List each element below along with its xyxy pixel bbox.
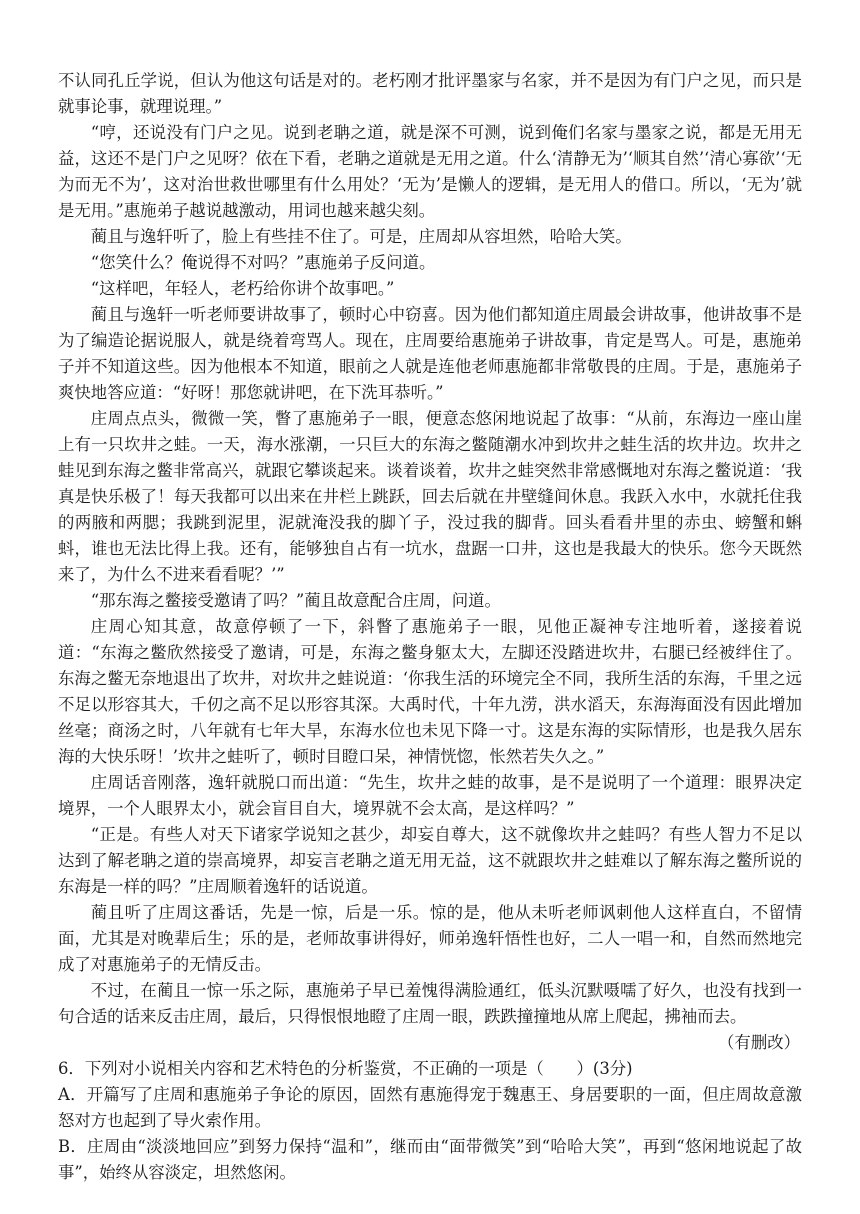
option-b: B．庄周由“淡淡地回应”到努力保持“温和”，继而由“面带微笑”到“哈哈大笑”，再到“悠闲地说起了故事”，始终从容淡定，坦然悠闲。 [58,1137,802,1182]
paragraph: 蔺且与逸轩一听老师要讲故事了，顿时心中窃喜。因为他们都知道庄周最会讲故事，他讲故事不是为了编造论据说服人，就是绕着弯骂人。现在，庄周要给惠施弟子讲故事，肯定是骂人。可是，惠施弟子并不知道这些。因为他根本不知道，眼前之人就是连他老师惠施都非常敬畏的庄周。于是，惠施弟子爽快地答应道：“好呀！那您就讲吧，在下洗耳恭听。” [58,305,802,402]
paragraph: “您笑什么？俺说得不对吗？”惠施弟子反问道。 [90,253,436,272]
source-note: （有删改） [718,1033,800,1052]
paragraph: 蔺且与逸轩听了，脸上有些挂不住了。可是，庄周却从容坦然，哈哈大笑。 [90,227,632,246]
paragraph: 不认同孔丘学说，但认为他这句话是对的。老朽刚才批评墨家与名家，并不是因为有门户之见，而只是就事论事，就理说理。” [58,71,802,116]
paragraph: 庄周点点头，微微一笑，瞥了惠施弟子一眼，便意态悠闲地说起了故事：“从前，东海边一座山崖上有一只坎井之蛙。一天，海水涨潮，一只巨大的东海之鳖随潮水冲到坎井之蛙生活的坎井边。坎井之蛙见到东海之鳖非常高兴，就跟它攀谈起来。谈着谈着，坎井之蛙突然非常感慨地对东海之鳖说道：‘我真是快乐极了！每天我都可以出来在井栏上跳跃，回去后就在井壁缝间休息。我跃入水中，水就托住我的两腋和两腮；我跳到泥里，泥就淹没我的脚丫子，没过我的脚背。回头看看井里的赤虫、螃蟹和蝌蚪，谁也无法比得上我。还有，能够独自占有一坑水，盘踞一口井，这也是我最大的快乐。您今天既然来了，为什么不进来看看呢？’” [58,409,802,584]
story-body [58,68,802,1056]
paragraph: “这样吧，年轻人，老朽给你讲个故事吧。” [90,279,395,298]
question-block [58,1056,802,1186]
paragraph: 蔺且听了庄周这番话，先是一惊，后是一乐。惊的是，他从未听老师讽刺他人这样直白，不留情面，尤其是对晚辈后生；乐的是，老师故事讲得好，师弟逸轩悟性也好，二人一唱一和，自然而然地完成了对惠施弟子的无情反击。 [58,903,802,974]
question-stem: 6．下列对小说相关内容和艺术特色的分析鉴赏，不正确的一项是（ ）(3分) [58,1059,633,1078]
option-a: A．开篇写了庄周和惠施弟子争论的原因，固然有惠施得宠于魏惠王、身居要职的一面，但庄周故意激怒对方也起到了导火索作用。 [58,1085,802,1130]
paragraph: 不过，在蔺且一惊一乐之际，惠施弟子早已羞愧得满脸通红，低头沉默嗫嚅了好久，也没有找到一句合适的话来反击庄周，最后，只得恨恨地瞪了庄周一眼，跌跌撞撞地从席上爬起，拂袖而去。 [58,981,802,1026]
paragraph: 庄周心知其意，故意停顿了一下，斜瞥了惠施弟子一眼，见他正凝神专注地听着，遂接着说道：“东海之鳖欣然接受了邀请，可是，东海之鳖身躯太大，左脚还没踏进坎井，右腿已经被绊住了。东海之鳖无奈地退出了坎井，对坎井之蛙说道：‘你我生活的环境完全不同，我所生活的东海，千里之远不足以形容其大，千仞之高不足以形容其深。大禹时代，十年九涝，洪水滔天，东海海面没有因此增加丝毫；商汤之时，八年就有七年大旱，东海水位也未见下降一寸。这是东海的实际情形，也是我久居东海的大快乐呀！’坎井之蛙听了，顿时目瞪口呆，神情恍惚，怅然若失久之。” [58,617,802,766]
paragraph: “那东海之鳖接受邀请了吗？”蔺且故意配合庄周，问道。 [90,591,501,610]
paragraph: 庄周话音刚落，逸轩就脱口而出道：“先生，坎井之蛙的故事，是不是说明了一个道理：眼界决定境界，一个人眼界太小，就会盲目自大，境界就不会太高，是这样吗？” [58,773,802,818]
paragraph: “哼，还说没有门户之见。说到老聃之道，就是深不可测，说到俺们名家与墨家之说，都是无用无益，这还不是门户之见呀？依在下看，老聃之道就是无用之道。什么‘清静无为’‘顺其自然’‘清心寡欲’‘无为而无不为’，这对治世救世哪里有什么用处？‘无为’是懒人的逻辑，是无用人的借口。所以，‘无为’就是无用。”惠施弟子越说越激动，用词也越来越尖刻。 [58,123,802,220]
paragraph: “正是。有些人对天下诸家学说知之甚少，却妄自尊大，这不就像坎井之蛙吗？有些人智力不足以达到了解老聃之道的崇高境界，却妄言老聃之道无用无益，这不就跟坎井之蛙难以了解东海之鳖所说的东海是一样的吗？”庄周顺着逸轩的话说道。 [58,825,802,896]
